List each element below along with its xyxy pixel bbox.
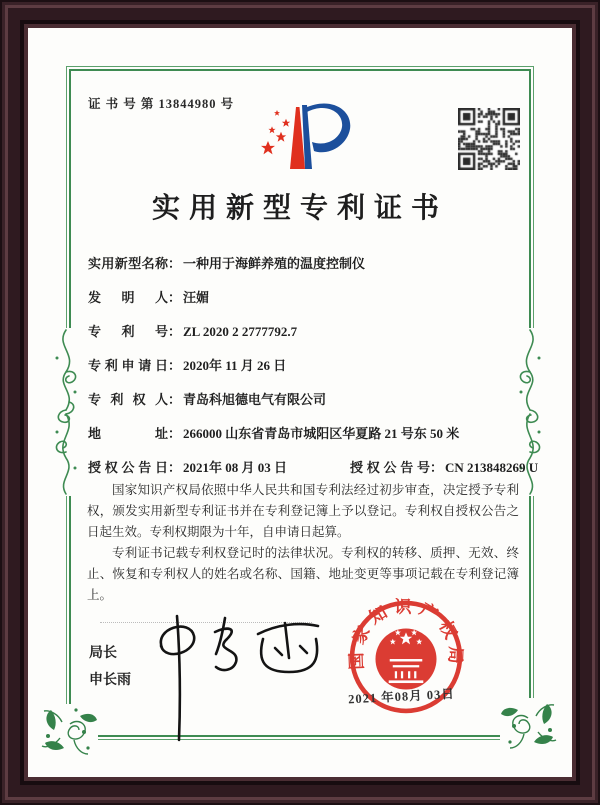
colon: ： xyxy=(168,290,182,305)
field-patentee xyxy=(88,389,524,409)
field-label: 地址 xyxy=(88,426,168,441)
national-emblem-icon xyxy=(375,629,436,690)
seal-ring-text: 国家知识产权局 xyxy=(347,598,465,671)
colon: ： xyxy=(168,426,182,441)
field-address xyxy=(88,423,524,443)
colon: ： xyxy=(430,460,444,475)
commissioner-name: 申长雨 xyxy=(89,673,131,688)
legal-paragraph-1: 国家知识产权局依照中华人民共和国专利法经过初步审查，决定授予专利权，颁发实用新型专利证书并在专利登记簿上予以登记。专利权自授权公告之日起生效。专利权期限为十年，自申请日起算。 xyxy=(87,483,519,539)
field-label: 专利申请日 xyxy=(88,358,168,373)
signoff-block xyxy=(89,640,131,694)
seal-date: 2021 年08月 03日 xyxy=(347,686,456,707)
colon: ： xyxy=(168,392,182,407)
field-label: 专利权人 xyxy=(88,392,168,407)
commissioner-title: 局长 xyxy=(89,646,117,661)
field-value: 汪媚 xyxy=(183,290,210,305)
field-filing-date xyxy=(88,355,524,375)
commissioner-signature-icon xyxy=(146,606,331,746)
left-vine-ornament-icon xyxy=(52,328,80,496)
certificate-title: 实用新型专利证书 xyxy=(151,193,448,224)
fields-section xyxy=(88,253,539,491)
legal-paragraph-2: 专利证书记载专利权登记时的法律状况。专利权的转移、质押、无效、终止、恢复和专利权人的姓名或名称、国籍、地址变更等事项记载在专利登记簿上。 xyxy=(87,546,519,602)
certificate-number: 证 书 号 第 13844980 号 xyxy=(88,97,235,111)
colon: ： xyxy=(168,324,182,339)
field-value: CN 213848269 U xyxy=(445,460,539,475)
field-value: 一种用于海鲜养殖的温度控制仪 xyxy=(183,256,366,271)
qr-code xyxy=(458,108,520,170)
field-utility-model-name xyxy=(88,253,524,273)
colon: ： xyxy=(168,358,182,373)
field-label: 授权公告号 xyxy=(350,460,430,475)
field-patent-number xyxy=(88,321,524,341)
field-grant-row xyxy=(88,457,539,477)
field-value: 2021年 08 月 03 日 xyxy=(183,460,288,475)
field-label: 发明人 xyxy=(88,290,168,305)
field-value: ZL 2020 2 2777792.7 xyxy=(183,324,298,339)
cnipa-logo-icon xyxy=(255,98,355,180)
field-value: 266000 山东省青岛市城阳区华夏路 21 号东 50 米 xyxy=(183,426,460,441)
field-value: 青岛科旭德电气有限公司 xyxy=(183,392,327,407)
legal-text xyxy=(87,480,519,606)
field-label: 实用新型名称 xyxy=(88,256,168,271)
bottom-right-floral-ornament-icon xyxy=(500,698,558,754)
field-label: 授权公告日 xyxy=(88,460,168,475)
field-inventor xyxy=(88,287,524,307)
bottom-left-floral-ornament-icon xyxy=(40,704,98,760)
certificate-paper xyxy=(28,28,572,777)
grant-number-group xyxy=(350,457,538,476)
colon: ： xyxy=(168,460,182,475)
colon: ： xyxy=(168,256,182,271)
grant-date-group xyxy=(88,460,287,475)
field-label: 专利号 xyxy=(88,324,168,339)
field-value: 2020年 11 月 26 日 xyxy=(183,358,287,373)
